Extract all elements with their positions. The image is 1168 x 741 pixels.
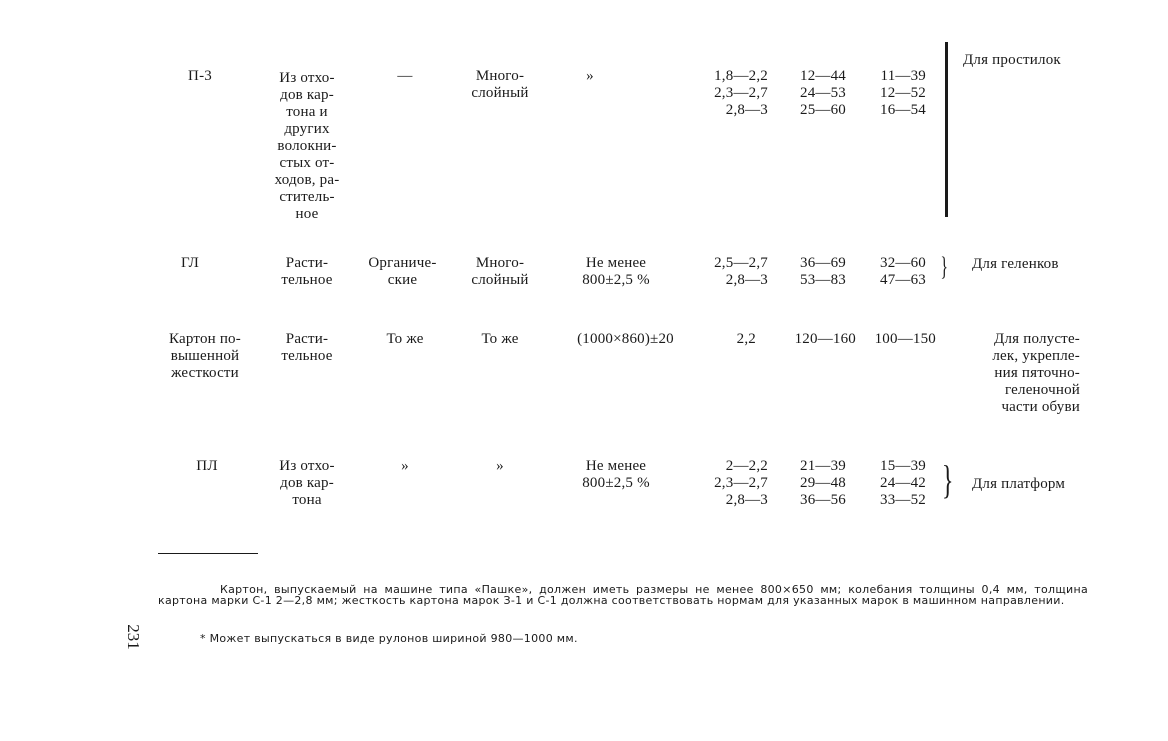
row2-size: Не менее 800±2,5 % (582, 255, 650, 288)
row3-value2: 100—150 (874, 331, 936, 347)
row3-mark: Картон по- вышенной жесткости (169, 331, 241, 381)
row4-thickness: 2—2,2 2,3—2,7 2,8—3 (714, 458, 768, 508)
row1-size: » (586, 68, 594, 84)
row2-purpose: Для геленков (972, 256, 1059, 272)
row2-material: Расти- тельное (281, 255, 333, 288)
row2-value2: 32—60 47—63 (880, 255, 926, 288)
row2-value1: 36—69 53—83 (800, 255, 846, 288)
row1-binder: — (397, 68, 413, 84)
row4-mark: ПЛ (196, 458, 218, 474)
row1-value2: 11—39 12—52 16—54 (880, 68, 926, 118)
row1-mark: П-3 (188, 68, 212, 84)
row1-thickness: 1,8—2,2 2,3—2,7 2,8—3 (714, 68, 768, 118)
page-number: 231 (123, 624, 143, 650)
row2-mark: ГЛ (180, 255, 200, 271)
row2-structure: Много- слойный (471, 255, 529, 288)
row3-size: (1000×860)±20 (577, 331, 674, 347)
row4-material: Из отхо- дов кар- тона (279, 458, 335, 508)
row4-binder: » (401, 458, 409, 474)
row4-size: Не менее 800±2,5 % (582, 458, 650, 491)
row4-purpose: Для платформ (972, 476, 1066, 492)
row1-bracket (945, 42, 948, 217)
row2-brace: } (940, 252, 948, 281)
row2-thickness: 2,5—2,7 2,8—3 (714, 255, 768, 288)
row4-brace: } (941, 457, 954, 502)
row3-thickness: 2,2 (736, 331, 756, 347)
row4-value1: 21—39 29—48 36—56 (800, 458, 846, 508)
row4-structure: » (496, 458, 504, 474)
row1-value1: 12—44 24—53 25—60 (800, 68, 846, 118)
row3-structure: То же (481, 331, 519, 347)
row3-binder: То же (386, 331, 424, 347)
footnote-asterisk: * Может выпускаться в виде рулонов шириной 980—1000 мм. (200, 632, 578, 645)
row1-material: Из отхо- дов кар- тона и других волокни- стых от- ходов, ра- ститель- ное (274, 70, 340, 222)
row3-material: Расти- тельное (281, 331, 333, 364)
footnote-main: Картон, выпускаемый на машине типа «Пашке», должен иметь размеры не менее 800×650 мм; колебания толщины 0,4 мм, толщина картона марки С-1 2—2,8 мм; жесткость картона марок З-1 и С-1 должна соответствовать нормам для указанных марок в машинном направлении. (158, 583, 1088, 607)
row4-value2: 15—39 24—42 33—52 (880, 458, 926, 508)
row3-purpose: Для полусте- лек, укрепле- ния пяточно- геленочной части обуви (992, 331, 1080, 415)
row2-binder: Органиче- ские (368, 255, 437, 288)
row1-purpose: Для простилок (963, 52, 1061, 68)
footnote-rule (158, 553, 258, 554)
row3-value1: 120—160 (794, 331, 856, 347)
row1-structure: Много- слойный (471, 68, 529, 101)
